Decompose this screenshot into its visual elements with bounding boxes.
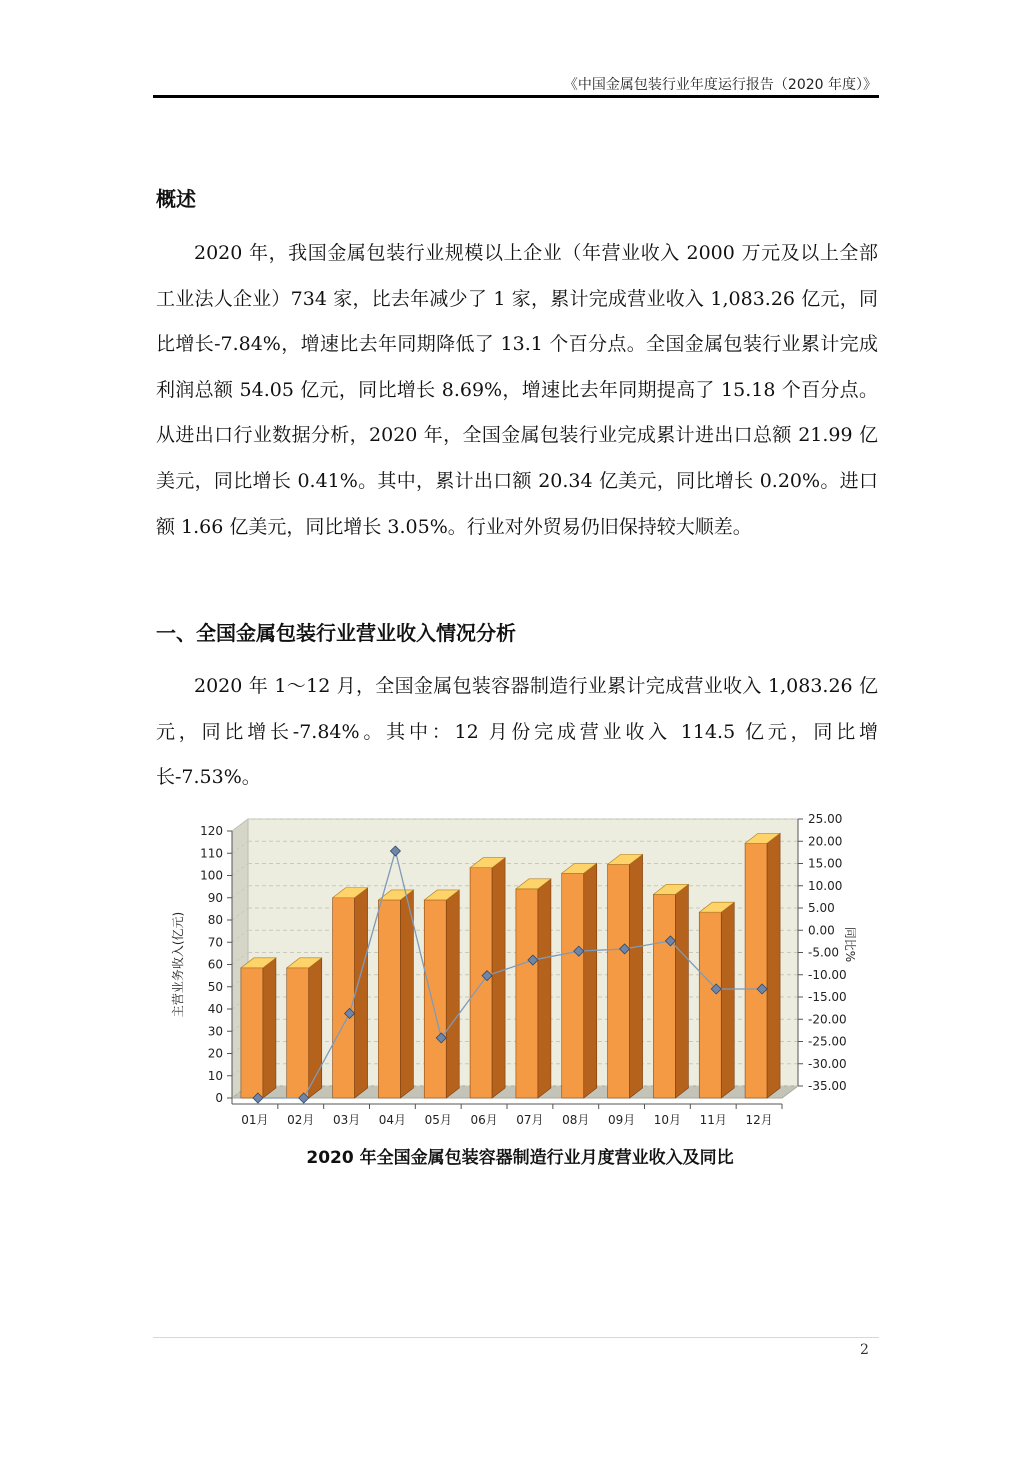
bar-side [400,890,413,1098]
bar [241,968,263,1098]
bar-side [584,863,597,1098]
bar-side [675,884,688,1098]
y2-tick-label: -5.00 [808,945,840,960]
x-tick-label: 08月 [562,1113,590,1127]
bar-side [263,958,276,1098]
bar [378,900,400,1098]
y2-tick-label: -35.00 [808,1079,847,1093]
y2-axis-title: 同比% [843,926,857,963]
y-tick-label: 10 [207,1068,223,1083]
bar-side [630,854,643,1098]
bar-side [446,890,459,1098]
x-tick-label: 04月 [378,1113,407,1127]
bar [562,873,584,1098]
bar-side [721,902,734,1098]
y-tick-label: 0 [215,1091,223,1105]
bar [653,894,675,1098]
y2-tick-label: -30.00 [808,1056,847,1071]
bar [333,898,355,1098]
bar-side [538,879,551,1098]
bar [608,864,630,1098]
y-tick-label: 20 [207,1046,223,1061]
y2-tick-label: 15.00 [808,856,843,871]
chart-caption: 2020 年全国金属包装容器制造行业月度营业收入及同比 [306,1148,734,1168]
x-tick-label: 10月 [653,1113,682,1127]
x-tick-label: 12月 [745,1113,773,1127]
bar [699,912,721,1098]
bar [745,843,767,1098]
overview-heading: 概述 [156,187,196,211]
revenue-chart [160,800,860,1140]
page-header: 《中国金属包装行业年度运行报告（2020 年度）》 [563,77,877,93]
x-tick-label: 05月 [424,1113,452,1127]
bar-side [767,833,780,1098]
y2-tick-label: 20.00 [808,834,843,849]
section-one-paragraph: 2020 年 1～12 月，全国金属包装容器制造行业累计完成营业收入 1,083.26 亿元，同比增长-7.84%。其中：12 月份完成营业收入 114.5 亿元，同比增长-7.53%。 [156,675,878,789]
x-tick-label: 11月 [699,1113,727,1127]
y-tick-label: 120 [200,824,223,838]
y-tick-label: 70 [207,935,223,950]
y-tick-label: 90 [207,890,223,905]
x-tick-label: 02月 [287,1113,315,1127]
y-tick-label: 50 [207,979,223,994]
bar [424,900,446,1098]
x-tick-label: 01月 [241,1113,269,1127]
y-tick-label: 110 [200,846,223,861]
y2-tick-label: -20.00 [808,1012,847,1027]
x-tick-label: 03月 [332,1113,361,1127]
y2-tick-label: 25.00 [808,812,843,826]
bar-side [492,858,505,1098]
page-number: 2 [860,1342,869,1358]
x-tick-label: 09月 [607,1113,636,1127]
x-tick-label: 07月 [516,1113,544,1127]
header-rule [153,95,879,98]
bar-side [355,888,368,1098]
y-tick-label: 100 [200,868,223,883]
y-axis-title: 主营业务收入(亿元) [171,911,185,1018]
y2-tick-label: -25.00 [808,1034,847,1049]
y2-tick-label: 10.00 [808,878,843,893]
footer-rule [153,1337,879,1338]
y2-tick-label: -10.00 [808,967,847,982]
y-tick-label: 80 [207,913,223,927]
y-tick-label: 60 [207,957,223,972]
y2-tick-label: 5.00 [808,901,835,915]
y2-tick-label: 0.00 [808,923,835,938]
bar [287,968,309,1098]
y-tick-label: 40 [207,1002,223,1016]
section-one-heading: 一、全国金属包装行业营业收入情况分析 [156,621,516,645]
x-tick-label: 06月 [470,1113,498,1127]
y2-tick-label: -15.00 [808,990,847,1004]
y-tick-label: 30 [207,1024,223,1039]
bar [516,889,538,1098]
overview-paragraph: 2020 年，我国金属包装行业规模以上企业（年营业收入 2000 万元及以上全部工业法人企业）734 家，比去年减少了 1 家，累计完成营业收入 1,083.26 亿元，同比增长-7.84%，增速比去年同期降低了 13.1 个百分点。全国金属包装行业累计完成利润总额 54.05 亿元，同比增长 8.69%，增速比去年同期提高了 15.18 个百分点。从进出口行业数据分析，2020 年，全国金属包装行业完成累计进出口总额 21.99 亿美元，同比增长 0.41%。其中，累计出口额 20.34 亿美元，同比增长 0.20%。进口额 1.66 亿美元，同比增长 3.05%。行业对外贸易仍旧保持较大顺差。 [156,242,878,538]
